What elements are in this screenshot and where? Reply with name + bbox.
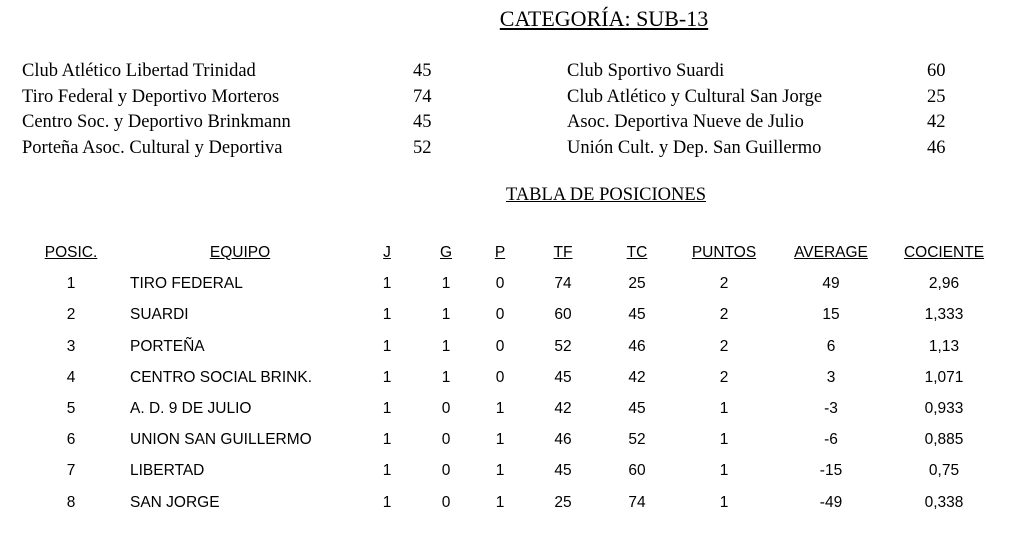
cell-tc: 42 bbox=[628, 368, 646, 386]
cell-tc: 74 bbox=[628, 493, 646, 511]
cell-pos: 5 bbox=[66, 399, 76, 417]
result-team: Club Atlético y Cultural San Jorge bbox=[567, 86, 823, 107]
standings-title: TABLA DE POSICIONES bbox=[506, 185, 706, 205]
cell-pts: 2 bbox=[719, 306, 729, 324]
cell-team: LIBERTAD bbox=[130, 462, 205, 480]
result-score: 60 bbox=[927, 61, 946, 81]
page-title: CATEGORÍA: SUB-13 bbox=[499, 6, 709, 31]
header-team: EQUIPO bbox=[209, 244, 271, 261]
header-tc: TC bbox=[626, 244, 648, 261]
cell-g: 1 bbox=[441, 368, 451, 386]
cell-pos: 7 bbox=[66, 462, 76, 480]
header-coc: COCIENTE bbox=[903, 244, 985, 261]
cell-g: 0 bbox=[441, 399, 451, 417]
result-score: 45 bbox=[413, 61, 432, 81]
cell-coc: 1,071 bbox=[924, 368, 964, 386]
table-row bbox=[0, 431, 1024, 462]
cell-pos: 6 bbox=[66, 431, 76, 449]
cell-coc: 0,338 bbox=[924, 493, 964, 511]
result-team: Asoc. Deportiva Nueve de Julio bbox=[567, 112, 804, 132]
result-score: 25 bbox=[927, 86, 946, 107]
standings-table bbox=[0, 244, 1024, 525]
cell-avg: 49 bbox=[822, 275, 840, 293]
cell-pts: 2 bbox=[719, 337, 729, 355]
table-row bbox=[0, 338, 1024, 369]
cell-tc: 45 bbox=[628, 306, 646, 324]
cell-avg: 3 bbox=[826, 368, 836, 386]
table-row bbox=[0, 400, 1024, 431]
result-team: Club Atlético Libertad Trinidad bbox=[22, 61, 256, 81]
cell-pts: 2 bbox=[719, 275, 729, 293]
result-score: 46 bbox=[927, 137, 946, 158]
result-score: 52 bbox=[413, 137, 432, 158]
cell-coc: 2,96 bbox=[928, 275, 960, 293]
table-row bbox=[0, 369, 1024, 400]
cell-team: SAN JORGE bbox=[130, 493, 220, 511]
result-score: 74 bbox=[413, 86, 432, 107]
cell-pts: 1 bbox=[719, 399, 729, 417]
header-avg: AVERAGE bbox=[794, 244, 868, 261]
cell-g: 1 bbox=[441, 275, 451, 293]
cell-pos: 2 bbox=[66, 306, 76, 324]
standings-header-row bbox=[0, 244, 1024, 275]
result-team: Centro Soc. y Deportivo Brinkmann bbox=[22, 112, 291, 132]
cell-p: 0 bbox=[495, 368, 505, 386]
cell-coc: 1,333 bbox=[924, 306, 964, 324]
cell-team: PORTEÑA bbox=[130, 337, 205, 355]
cell-pts: 1 bbox=[719, 431, 729, 449]
cell-tc: 60 bbox=[628, 462, 646, 480]
header-g: G bbox=[439, 244, 453, 261]
cell-team: TIRO FEDERAL bbox=[130, 275, 243, 293]
cell-p: 1 bbox=[495, 462, 505, 480]
header-tf: TF bbox=[553, 244, 573, 261]
cell-tc: 52 bbox=[628, 431, 646, 449]
cell-pos: 4 bbox=[66, 368, 76, 386]
cell-team: CENTRO SOCIAL BRINK. bbox=[130, 368, 313, 386]
cell-tf: 45 bbox=[554, 462, 572, 480]
cell-pts: 1 bbox=[719, 462, 729, 480]
cell-coc: 0,75 bbox=[928, 462, 960, 480]
table-row bbox=[0, 306, 1024, 337]
cell-coc: 0,885 bbox=[924, 431, 964, 449]
cell-g: 0 bbox=[441, 431, 451, 449]
cell-avg: -6 bbox=[824, 431, 838, 449]
cell-tf: 45 bbox=[554, 368, 572, 386]
cell-g: 0 bbox=[441, 493, 451, 511]
cell-pts: 2 bbox=[719, 368, 729, 386]
cell-p: 0 bbox=[495, 275, 505, 293]
cell-p: 1 bbox=[495, 399, 505, 417]
cell-g: 0 bbox=[441, 462, 451, 480]
standings-body bbox=[0, 275, 1024, 525]
cell-pos: 3 bbox=[66, 337, 76, 355]
header-pos: POSIC. bbox=[44, 244, 98, 261]
cell-p: 0 bbox=[495, 337, 505, 355]
cell-j: 1 bbox=[382, 399, 392, 417]
cell-j: 1 bbox=[382, 431, 392, 449]
cell-pos: 8 bbox=[66, 493, 76, 511]
cell-j: 1 bbox=[382, 337, 392, 355]
cell-tf: 25 bbox=[554, 493, 572, 511]
cell-tf: 74 bbox=[554, 275, 572, 293]
result-score: 45 bbox=[413, 112, 432, 132]
result-team: Club Sportivo Suardi bbox=[567, 61, 725, 81]
cell-tf: 42 bbox=[554, 399, 572, 417]
cell-p: 1 bbox=[495, 431, 505, 449]
result-team: Porteña Asoc. Cultural y Deportiva bbox=[22, 137, 283, 158]
cell-coc: 1,13 bbox=[928, 337, 960, 355]
cell-team: SUARDI bbox=[130, 306, 189, 324]
cell-avg: -15 bbox=[819, 462, 843, 480]
cell-p: 1 bbox=[495, 493, 505, 511]
header-j: J bbox=[383, 244, 391, 261]
result-score: 42 bbox=[927, 112, 946, 132]
cell-j: 1 bbox=[382, 275, 392, 293]
cell-tc: 25 bbox=[628, 275, 646, 293]
cell-avg: -49 bbox=[819, 493, 843, 511]
cell-tc: 46 bbox=[628, 337, 646, 355]
header-pts: PUNTOS bbox=[691, 244, 757, 261]
cell-g: 1 bbox=[441, 306, 451, 324]
cell-p: 0 bbox=[495, 306, 505, 324]
table-row bbox=[0, 494, 1024, 525]
cell-coc: 0,933 bbox=[924, 399, 964, 417]
cell-j: 1 bbox=[382, 493, 392, 511]
cell-j: 1 bbox=[382, 306, 392, 324]
cell-tf: 60 bbox=[554, 306, 572, 324]
cell-g: 1 bbox=[441, 337, 451, 355]
table-row bbox=[0, 462, 1024, 493]
result-team: Tiro Federal y Deportivo Morteros bbox=[22, 86, 280, 107]
cell-tc: 45 bbox=[628, 399, 646, 417]
cell-tf: 46 bbox=[554, 431, 572, 449]
cell-j: 1 bbox=[382, 368, 392, 386]
cell-j: 1 bbox=[382, 462, 392, 480]
cell-pts: 1 bbox=[719, 493, 729, 511]
cell-team: UNION SAN GUILLERMO bbox=[130, 431, 312, 449]
cell-avg: -3 bbox=[824, 399, 838, 417]
cell-tf: 52 bbox=[554, 337, 572, 355]
header-p: P bbox=[494, 244, 506, 261]
cell-team: A. D. 9 DE JULIO bbox=[130, 399, 252, 417]
cell-pos: 1 bbox=[66, 275, 76, 293]
cell-avg: 15 bbox=[822, 306, 840, 324]
result-team: Unión Cult. y Dep. San Guillermo bbox=[567, 137, 822, 158]
table-row bbox=[0, 275, 1024, 306]
cell-avg: 6 bbox=[826, 337, 836, 355]
